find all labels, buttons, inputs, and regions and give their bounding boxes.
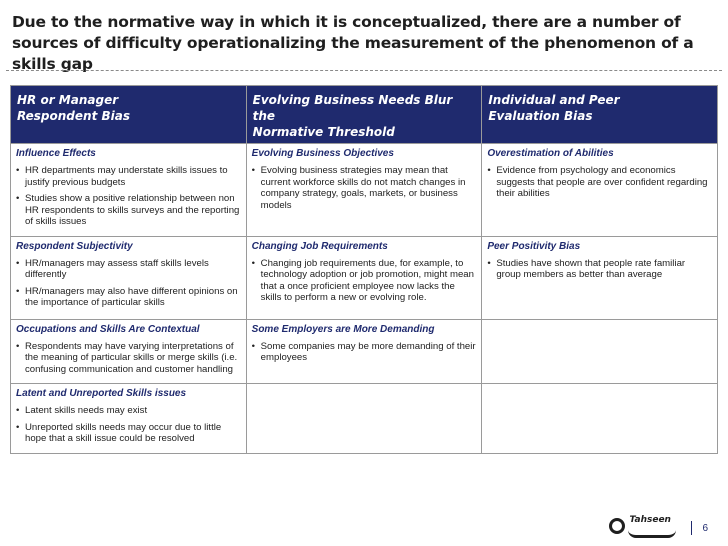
cell-title: Respondent Subjectivity <box>16 240 133 252</box>
table-cell-empty <box>482 319 718 384</box>
bullet-item: • Respondents may have varying interpretations of the meaning of particular skills or merge skills (i.e. confusing communication and customer handling <box>16 341 241 376</box>
bullet-list <box>16 405 241 445</box>
logo-mark <box>609 518 625 534</box>
logo-brand-text: Tahseen <box>629 515 671 525</box>
bullet-item: • Evidence from psychology and economics suggests that people are over confident regarding their abilities <box>487 165 712 200</box>
bullet-item: • Some companies may be more demanding of their employees <box>252 341 477 364</box>
column-header-line1: Evolving Business Needs Blur the <box>252 93 453 123</box>
cell-title: Changing Job Requirements <box>251 240 388 252</box>
bullet-item: • Latent skills needs may exist <box>16 405 241 417</box>
table-cell <box>11 384 247 454</box>
table-row <box>11 236 718 319</box>
column-header-line1: HR or Manager <box>17 93 119 107</box>
slide-footer <box>609 514 708 542</box>
bullet-list <box>16 165 241 228</box>
table-cell <box>246 319 482 384</box>
cell-title: Influence Effects <box>16 148 96 159</box>
column-header-peer-bias <box>482 86 718 144</box>
cell-title: Latent and Unreported Skills issues <box>16 388 187 399</box>
table-cell-empty <box>482 384 718 454</box>
column-header-line2: Respondent Bias <box>17 109 130 123</box>
table-cell <box>246 144 482 237</box>
table-row <box>11 144 718 237</box>
bullet-item: • Studies have shown that people rate familiar group members as better than average <box>487 258 712 281</box>
bullet-list <box>16 258 241 309</box>
bullet-list <box>487 258 712 281</box>
slide-title: Due to the normative way in which it is conceptualized, there are a number of sources of difficulty operationalizing the measurement of the phenomenon of a skills gap <box>12 13 694 73</box>
bullet-item: • Changing job requirements due, for example, to technology adoption or job promotion, might mean that a once proficient employee now lacks the skills to perform a new or evolving role. <box>252 258 477 304</box>
table-header-row <box>11 86 718 144</box>
bullet-item: • Unreported skills needs may occur due to little hope that a skill issue could be resolved <box>16 422 241 445</box>
table-cell <box>482 236 718 319</box>
bullet-list <box>252 258 477 304</box>
page-number: 6 <box>702 522 708 534</box>
bullet-item: • Studies show a positive relationship between non HR respondents to skills surveys and the reporting of skills issues <box>16 193 241 228</box>
bullet-item: • HR/managers may also have different opinions on the importance of particular skills <box>16 286 241 309</box>
cell-title: Peer Positivity Bias <box>487 240 581 252</box>
logo-script <box>628 525 676 538</box>
skills-gap-table <box>10 85 718 454</box>
tahseen-logo-icon <box>609 515 679 541</box>
column-header-line2: Normative Threshold <box>252 125 395 139</box>
bullet-list <box>252 341 477 364</box>
bullet-item: • Evolving business strategies may mean that current workforce skills do not match changes in company strategy, goals, markets, or business models <box>252 165 477 211</box>
column-header-line1: Individual and Peer <box>488 93 620 107</box>
cell-title: Evolving Business Objectives <box>251 148 394 159</box>
table-cell <box>11 236 247 319</box>
table-cell <box>482 144 718 237</box>
table-row <box>11 384 718 454</box>
cell-title: Occupations and Skills Are Contextual <box>16 323 200 335</box>
table-cell <box>11 144 247 237</box>
bullet-item: • HR/managers may assess staff skills levels differently <box>16 258 241 281</box>
footer-separator <box>691 521 692 535</box>
cell-title: Some Employers are More Demanding <box>251 323 435 335</box>
bullet-list <box>252 165 477 211</box>
table-cell <box>246 236 482 319</box>
bullet-list <box>487 165 712 200</box>
column-header-line2: Evaluation Bias <box>488 109 593 123</box>
table-cell <box>11 319 247 384</box>
table-row <box>11 319 718 384</box>
column-header-hr-bias <box>11 86 247 144</box>
table-cell-empty <box>246 384 482 454</box>
bullet-list <box>16 341 241 376</box>
column-header-business-needs <box>246 86 482 144</box>
cell-title: Overestimation of Abilities <box>487 148 614 159</box>
bullet-item: • HR departments may understate skills issues to justify previous budgets <box>16 165 241 188</box>
title-divider <box>6 70 722 71</box>
